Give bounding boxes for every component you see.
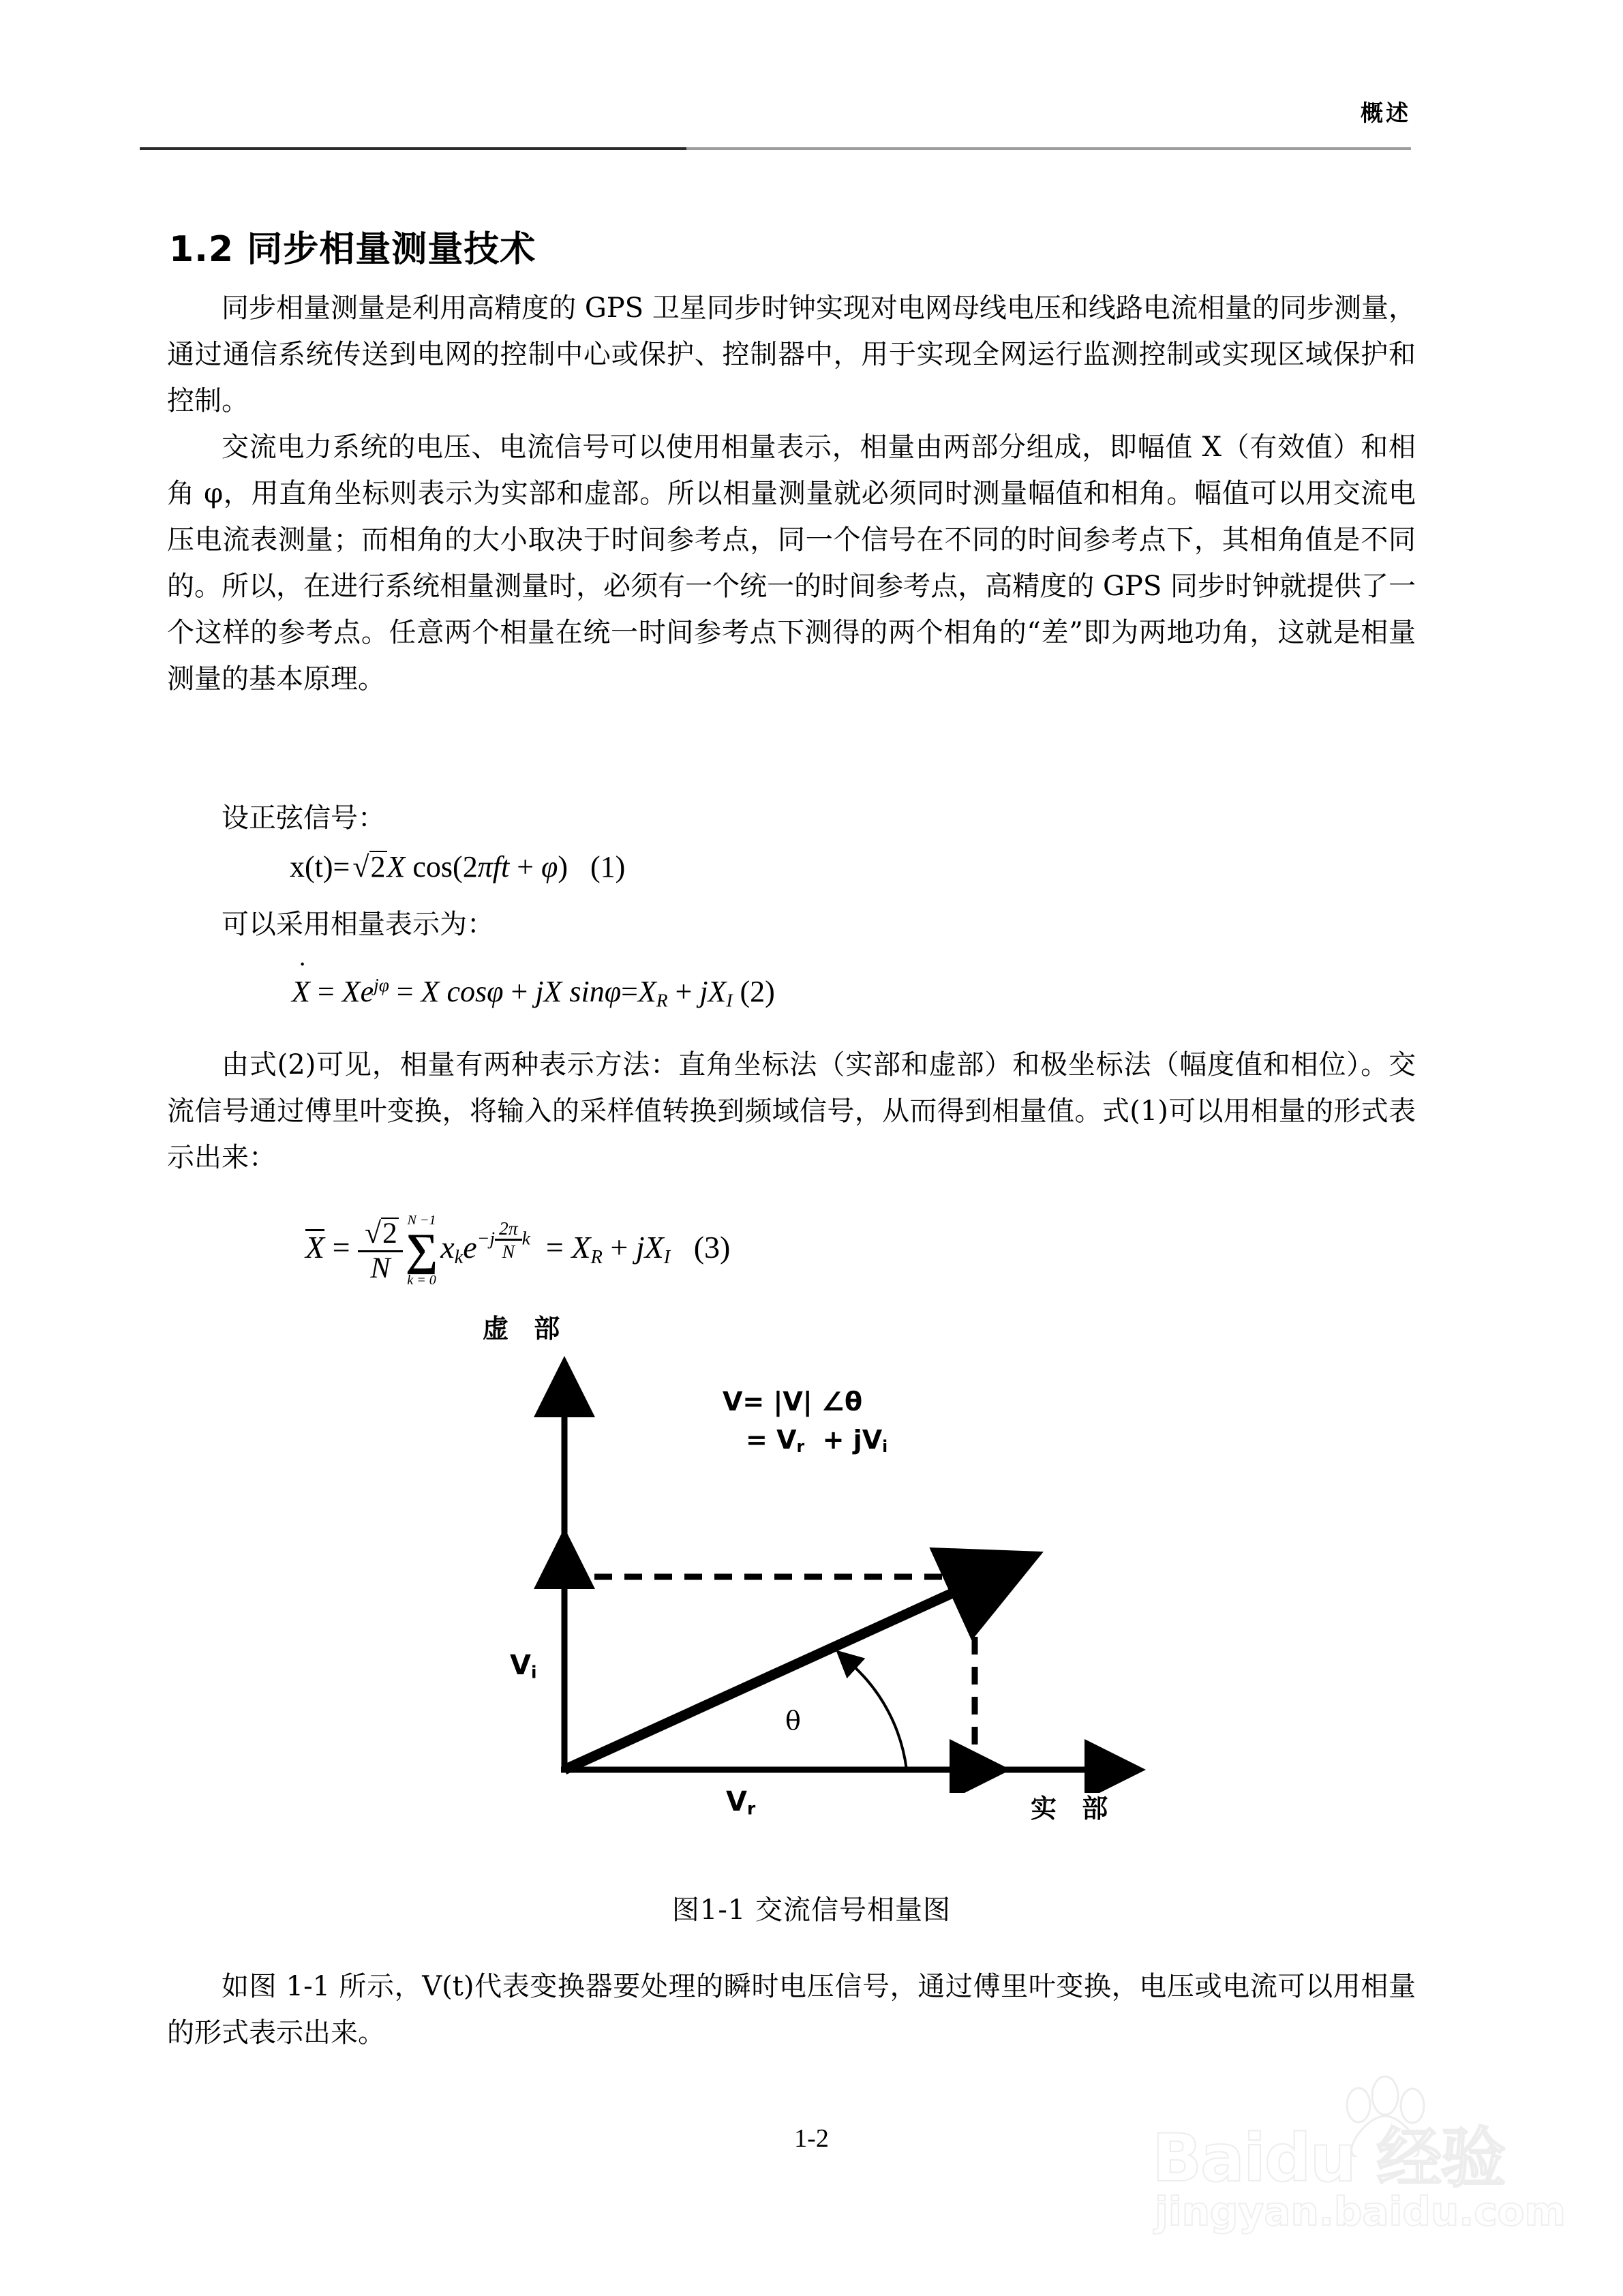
annot2-vr: V: [776, 1425, 797, 1455]
imaginary-axis-label: 虚 部: [483, 1313, 568, 1344]
eq1-lhs: x(t)=: [290, 850, 350, 883]
annot2-vr-sub: r: [796, 1437, 805, 1457]
paragraph-1: 同步相量测量是利用高精度的 GPS 卫星同步时钟实现对电网母线电压和线路电流相量的同步测量，通过通信系统传送到电网的控制中心或保护、控制器中，用于实现全网运行监测控制或实现区域保护和控制。: [167, 292, 1416, 417]
eq2-phi-1: φ: [487, 975, 504, 1008]
vi-label: Vi: [510, 1650, 537, 1682]
eq3-plus: +: [610, 1229, 628, 1265]
eq3-equals-2: =: [545, 1229, 564, 1265]
header-rule-divider: [140, 147, 1411, 150]
eq2-jx-sub: I: [726, 990, 733, 1011]
eq1-close: ): [558, 850, 568, 883]
eq3-number: (3): [693, 1229, 731, 1265]
eq3-sum-upper-limit: N −1: [407, 1213, 436, 1228]
eq2-exponent: jφ: [374, 975, 389, 995]
paragraph-block-2: [167, 424, 1416, 702]
eq3-xr-sub: R: [590, 1246, 603, 1268]
paragraph-block-6: [167, 1963, 1416, 2056]
baidu-watermark: [1152, 2059, 1602, 2256]
eq3-exp-sign: −: [476, 1227, 490, 1249]
eq2-xcos: X cos: [421, 975, 487, 1008]
radical-icon: √: [352, 850, 369, 883]
eq3-x-bar: X: [305, 1229, 325, 1265]
equation-1: [290, 851, 625, 882]
paragraph-block-5: [167, 1042, 1416, 1181]
sigma-icon: ∑: [405, 1225, 438, 1275]
eq3-exp-j: j: [489, 1227, 496, 1249]
running-head-title: 概述: [1361, 100, 1411, 126]
paragraph-6: 如图 1-1 所示，V(t)代表变换器要处理的瞬时电压信号，通过傅里叶变换，电压或电流可以用相量的形式表示出来。: [167, 1971, 1416, 2049]
phasor-annotation-line-2: [723, 1421, 888, 1466]
eq2-x-dot: ˙ X: [292, 977, 310, 1007]
eq3-equals-1: =: [332, 1229, 350, 1265]
eq3-xk: x: [440, 1229, 455, 1265]
eq2-equals-1: =: [317, 975, 335, 1008]
eq3-sum-lower-limit: k = 0: [407, 1273, 436, 1288]
theta-angle-arc: [852, 1665, 907, 1770]
eq2-xr: X: [637, 975, 656, 1008]
page-number: 1-2: [794, 2124, 829, 2153]
paragraph-block-1: [167, 285, 1416, 424]
eq3-summation: [406, 1213, 438, 1288]
annot2-jvi: jV: [853, 1425, 883, 1455]
equation-2: [292, 976, 775, 1010]
eq3-fraction-numerator: √2: [358, 1218, 403, 1252]
eq3-fraction: [358, 1218, 403, 1283]
section-heading: 1.2 同步相量测量技术: [169, 228, 536, 270]
phasor-diagram-figure: [470, 1313, 1159, 1824]
eq3-exp-den: N: [502, 1241, 515, 1263]
eq3-xr: X: [571, 1229, 591, 1265]
eq2-equals-2: =: [396, 975, 414, 1008]
eq3-exponent: [477, 1219, 530, 1261]
real-axis-label: 实 部: [1031, 1793, 1117, 1824]
eq3-exp-k: k: [521, 1227, 530, 1249]
eq2-number: (2): [740, 975, 775, 1008]
watermark-url: jingyan.baidu.com: [1155, 2188, 1566, 2235]
eq1-pi: π: [477, 850, 493, 883]
figure-caption: 图1-1 交流信号相量图: [671, 1894, 952, 1926]
eq3-jx: jX: [635, 1229, 664, 1265]
eq2-xr-sub: R: [656, 990, 668, 1011]
page-header: [140, 95, 1411, 150]
eq3-fraction-denominator: N: [370, 1251, 391, 1284]
eq3-e: e: [463, 1229, 477, 1265]
paragraph-block-3: [167, 795, 1416, 841]
phasor-annotation-line-1: V= |V| ∠θ: [723, 1387, 863, 1417]
annot2-plus: +: [822, 1425, 845, 1455]
eq1-plus: +: [517, 850, 534, 883]
eq2-phi-2: φ: [604, 975, 622, 1008]
eq1-amplitude: X: [386, 850, 406, 883]
eq3-jx-sub: I: [663, 1246, 671, 1268]
eq1-phi: φ: [541, 850, 558, 883]
watermark-brand: Baidu 经验: [1152, 2120, 1505, 2196]
eq2-plus-2: +: [675, 975, 693, 1008]
paragraph-2: 交流电力系统的电压、电流信号可以使用相量表示，相量由两部分组成，即幅值 X（有效值）和相角 φ，用直角坐标则表示为实部和虚部。所以相量测量就必须同时测量幅值和相角。幅值可以用交流电压电流表测量；而相角的大小取决于时间参考点，同一个信号在不同的时间参考点下，其相角值是不同的。所以，在进行系统相量测量时，必须有一个统一的时间参考点，高精度的 GPS 同步时钟就提供了一个这样的参考点。任意两个相量在统一时间参考点下测得的两个相角的“差”即为两地功角，这就是相量测量的基本原理。: [167, 432, 1416, 695]
annot2-jvi-sub: i: [882, 1437, 888, 1457]
eq2-jxsin: jX sin: [535, 975, 605, 1008]
eq3-xk-sub: k: [454, 1246, 464, 1268]
theta-label: θ: [785, 1706, 801, 1736]
phasor-annotation: [723, 1383, 888, 1466]
eq1-sqrt: √2: [352, 850, 386, 883]
paragraph-3: 设正弦信号：: [222, 802, 385, 834]
eq2-jx: jX: [699, 975, 727, 1008]
eq3-exp-fraction: [495, 1219, 522, 1261]
eq3-exp-num: 2π: [495, 1219, 522, 1241]
eq2-equals-3: =: [621, 975, 638, 1008]
eq2-xe: Xe: [342, 975, 374, 1008]
radical-icon: √: [365, 1217, 382, 1250]
eq1-ft: ft: [492, 850, 510, 883]
annot2-equals: =: [746, 1425, 768, 1455]
paragraph-block-4: [167, 901, 1416, 948]
eq2-plus-1: +: [511, 975, 528, 1008]
paragraph-5: 由式(2)可见，相量有两种表示方法：直角坐标法（实部和虚部）和极坐标法（幅度值和相位）。交流信号通过傅里叶变换，将输入的采样值转换到频域信号，从而得到相量值。式(1)可以用相量的形式表示出来：: [167, 1049, 1416, 1173]
eq1-cos: cos(2: [412, 850, 478, 883]
equation-3: [305, 1213, 730, 1288]
vr-label: Vr: [726, 1786, 756, 1819]
eq1-number: (1): [590, 850, 626, 883]
paragraph-4: 可以采用相量表示为：: [222, 909, 494, 940]
